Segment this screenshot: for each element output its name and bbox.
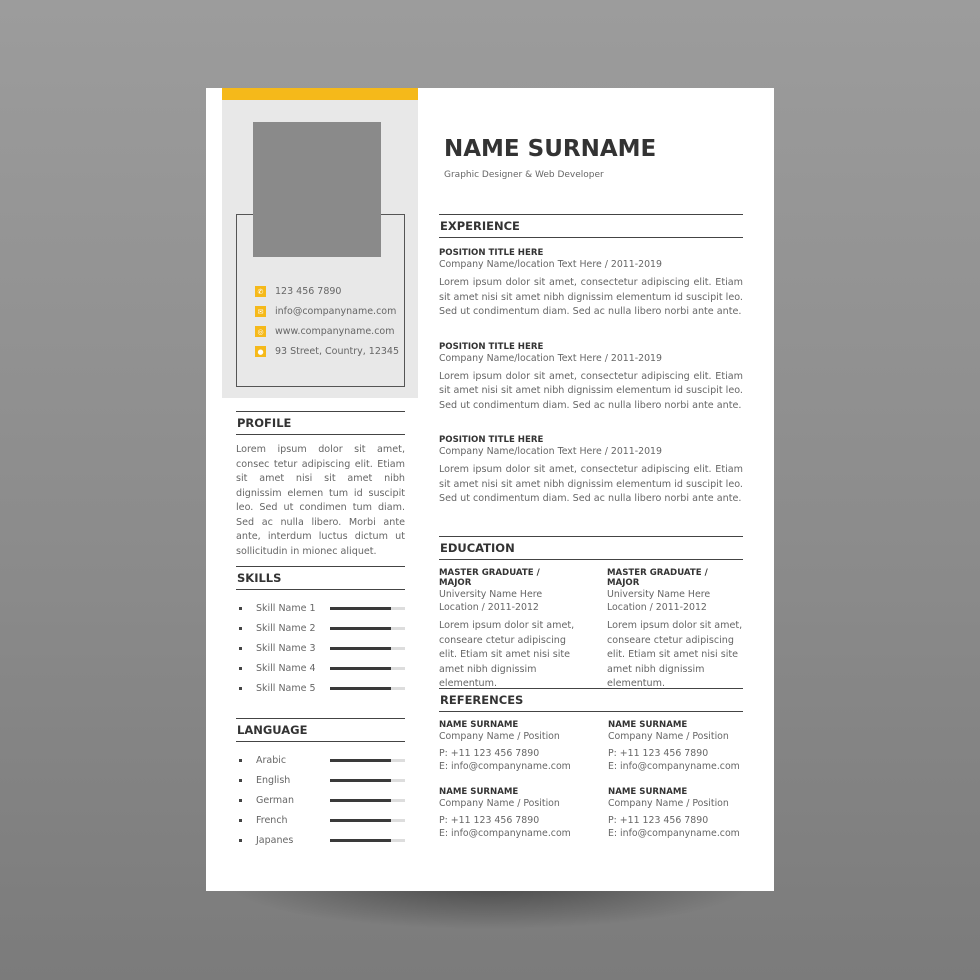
language-level-bar xyxy=(330,779,406,782)
education-section xyxy=(439,536,743,692)
position-title: POSITION TITLE HERE xyxy=(439,248,544,258)
profile-heading: PROFILE xyxy=(236,411,405,435)
reference-email: E: info@companyname.com xyxy=(608,828,740,839)
experience-text: Lorem ipsum dolor sit amet, consectetur adipiscing elit. Etiam sit amet nisi sit amet nibh dignissim elementum id suscipit leo. Sed ut condimentum diam. Sed ac nulla libero norbi ante ante. xyxy=(439,370,743,411)
bullet-icon xyxy=(239,819,242,822)
experience-section xyxy=(439,214,743,507)
experience-item xyxy=(439,248,743,320)
bullet-icon xyxy=(239,759,242,762)
experience-item xyxy=(439,342,743,414)
skills-level-bar xyxy=(330,627,406,630)
education-heading: EDUCATION xyxy=(439,536,743,560)
contact-item xyxy=(255,286,341,297)
edu-location: Location / 2011-2012 xyxy=(607,602,707,613)
skills-level-bar xyxy=(330,667,406,670)
reference-name: NAME SURNAME xyxy=(608,787,688,797)
candidate-name: NAME SURNAME xyxy=(444,136,657,162)
contact-text: www.companyname.com xyxy=(275,326,395,337)
reference-company: Company Name / Position xyxy=(608,731,729,742)
degree: MASTER GRADUATE / MAJOR xyxy=(607,568,708,588)
skills-item xyxy=(236,618,405,638)
language-heading: LANGUAGE xyxy=(236,718,405,742)
language-item xyxy=(236,810,405,830)
skills-item xyxy=(236,678,405,698)
reference-item xyxy=(608,787,743,840)
references-section xyxy=(439,688,743,840)
bullet-icon xyxy=(239,799,242,802)
education-item xyxy=(607,568,743,692)
skills-name: Skill Name 3 xyxy=(255,642,316,654)
experience-text: Lorem ipsum dolor sit amet, consectetur adipiscing elit. Etiam sit amet nisi sit amet nibh dignissim elementum id suscipit leo. Sed ut condimentum diam. Sed ac nulla libero norbi ante ante. xyxy=(439,277,743,317)
degree: MASTER GRADUATE / MAJOR xyxy=(439,568,540,588)
reference-item xyxy=(439,720,608,773)
experience-heading: EXPERIENCE xyxy=(439,214,743,238)
reference-item xyxy=(439,787,608,840)
language-name: German xyxy=(255,794,295,806)
language-section xyxy=(236,718,405,850)
reference-company: Company Name / Position xyxy=(439,731,560,742)
phone-icon: ✆ xyxy=(255,286,266,297)
company-line: Company Name/location Text Here / 2011-2019 xyxy=(439,446,662,457)
position-title: POSITION TITLE HERE xyxy=(439,341,544,352)
contact-text: info@companyname.com xyxy=(275,306,397,317)
language-level-bar xyxy=(330,819,406,822)
bullet-icon xyxy=(239,779,242,782)
bullet-icon xyxy=(239,687,242,690)
skills-name: Skill Name 1 xyxy=(255,602,316,614)
reference-phone: P: +11 123 456 7890 xyxy=(608,748,709,759)
reference-phone: P: +11 123 456 7890 xyxy=(439,748,540,759)
language-item xyxy=(236,770,405,790)
language-item xyxy=(236,830,405,850)
position-title: POSITION TITLE HERE xyxy=(439,435,544,445)
bullet-icon xyxy=(239,647,242,650)
skills-level-bar xyxy=(330,647,406,650)
bullet-icon xyxy=(239,667,242,670)
resume-page xyxy=(206,88,774,891)
language-name: Japanes xyxy=(255,834,294,846)
bullet-icon xyxy=(239,607,242,610)
skills-name: Skill Name 2 xyxy=(255,622,316,634)
language-name: English xyxy=(255,774,291,786)
language-name: French xyxy=(255,814,288,826)
language-level-bar xyxy=(330,799,406,802)
contact-text: 123 456 7890 xyxy=(275,286,342,297)
school: University Name Here xyxy=(607,589,711,600)
skills-section xyxy=(236,566,405,698)
skills-item xyxy=(236,638,405,658)
skills-name: Skill Name 5 xyxy=(255,682,316,694)
contact-item xyxy=(255,326,395,337)
reference-name: NAME SURNAME xyxy=(439,720,519,730)
language-item xyxy=(236,750,405,770)
reference-phone: P: +11 123 456 7890 xyxy=(439,815,540,826)
experience-item xyxy=(439,435,743,507)
bullet-icon xyxy=(239,627,242,630)
reference-email: E: info@companyname.com xyxy=(439,761,571,772)
profile-section xyxy=(236,411,405,559)
location-icon: ● xyxy=(255,346,266,357)
skills-level-bar xyxy=(330,687,406,690)
contact-item xyxy=(255,306,396,317)
profile-text: Lorem ipsum dolor sit amet, consec tetur adipiscing elit. Etiam sit amet nisi sit amet nibh dignissim elemen tum id suscipit leo. Sed ut condimen tum diam. Sed ac nulla libero. Morbi ante ante, interdum luctus dictum ut sollicitudin in mionec aliquet. xyxy=(236,444,405,557)
references-heading: REFERENCES xyxy=(439,688,743,712)
contact-item xyxy=(255,346,399,357)
reference-company: Company Name / Position xyxy=(608,798,729,809)
reference-item xyxy=(608,720,743,773)
reference-name: NAME SURNAME xyxy=(439,787,519,797)
school: University Name Here xyxy=(439,589,543,600)
skills-item xyxy=(236,598,405,618)
language-level-bar xyxy=(330,839,406,842)
experience-text: Lorem ipsum dolor sit amet, consectetur adipiscing elit. Etiam sit amet nisi sit amet nibh dignissim elementum id suscipit leo. Sed ut condimentum diam. Sed ac nulla libero norbi ante ante. xyxy=(439,464,743,504)
language-name: Arabic xyxy=(255,754,287,766)
skills-item xyxy=(236,658,405,678)
bullet-icon xyxy=(239,839,242,842)
contact-text: 93 Street, Country, 12345 xyxy=(275,346,400,357)
mail-icon: ✉ xyxy=(255,306,266,317)
reference-email: E: info@companyname.com xyxy=(439,828,571,839)
language-level-bar xyxy=(330,759,406,762)
skills-heading: SKILLS xyxy=(236,566,405,590)
candidate-title: Graphic Designer & Web Developer xyxy=(444,170,604,180)
reference-phone: P: +11 123 456 7890 xyxy=(608,815,709,826)
language-item xyxy=(236,790,405,810)
skills-name: Skill Name 4 xyxy=(255,662,316,674)
company-line: Company Name/location Text Here / 2011-2019 xyxy=(439,352,662,364)
edu-location: Location / 2011-2012 xyxy=(439,602,539,613)
accent-bar xyxy=(222,88,418,100)
reference-company: Company Name / Position xyxy=(439,798,560,809)
education-text: Lorem ipsum dolor sit amet, conseare ctetur adipiscing elit. Etiam sit amet nisi site amet nibh dignissim elementum. xyxy=(607,620,743,689)
education-item xyxy=(439,568,575,692)
reference-name: NAME SURNAME xyxy=(608,720,688,730)
education-text: Lorem ipsum dolor sit amet, conseare ctetur adipiscing elit. Etiam sit amet nisi site amet nibh dignissim elementum. xyxy=(439,620,575,689)
skills-level-bar xyxy=(330,607,406,610)
reference-email: E: info@companyname.com xyxy=(608,761,740,772)
globe-icon: ◎ xyxy=(255,326,266,337)
company-line: Company Name/location Text Here / 2011-2019 xyxy=(439,259,662,270)
photo-placeholder xyxy=(253,122,381,257)
